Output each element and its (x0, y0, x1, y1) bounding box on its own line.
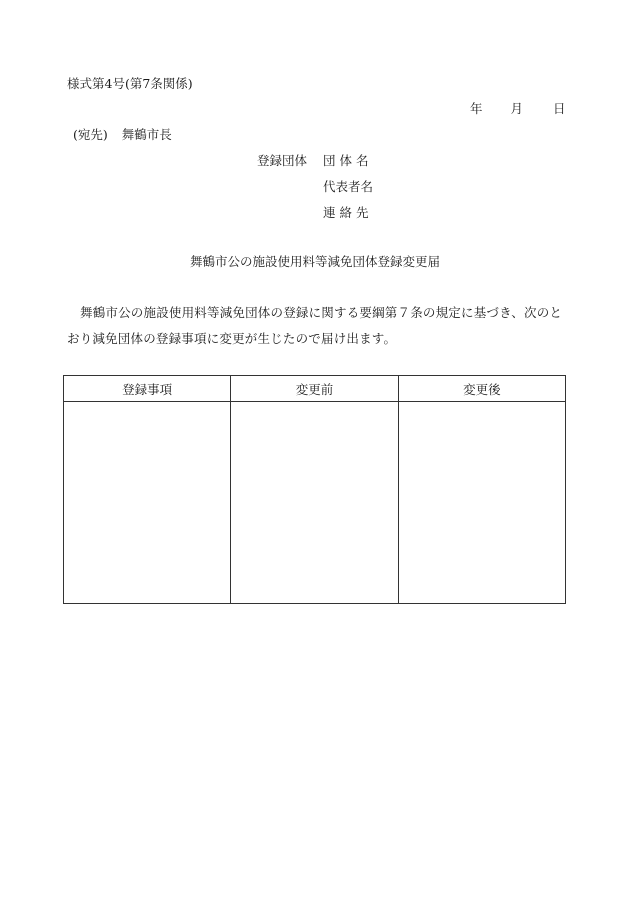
table-row (64, 402, 566, 604)
addressee (73, 125, 172, 143)
registered-org-label: 登録団体 (257, 153, 308, 168)
addressee-label: (宛先) (73, 127, 108, 142)
org-name-field-label: 団 体 名 (323, 153, 369, 168)
change-table (63, 375, 566, 604)
header-registered-item: 登録事項 (64, 376, 231, 402)
cell-after-change[interactable] (398, 402, 565, 604)
date-day-label: 日 (553, 101, 566, 116)
addressee-name: 舞鶴市長 (121, 127, 172, 142)
date-line (470, 99, 565, 117)
table-header-row (64, 376, 566, 402)
header-after-change: 変更後 (398, 376, 565, 402)
date-year-label: 年 (470, 101, 483, 116)
form-number: 様式第4号(第7条関係) (67, 76, 193, 91)
body-paragraph: 舞鶴市公の施設使用料等減免団体の登録に関する要綱第７条の規定に基づき、次のとおり減免団体の登録事項に変更が生じたので届け出ます。 (67, 305, 563, 346)
cell-registered-item[interactable] (64, 402, 231, 604)
representative-field-label: 代表者名 (323, 179, 374, 194)
header-before-change: 変更前 (231, 376, 399, 402)
contact-field-label: 連 絡 先 (323, 205, 369, 220)
date-month-label: 月 (510, 101, 524, 116)
document-title: 舞鶴市公の施設使用料等減免団体登録変更届 (189, 254, 440, 269)
cell-before-change[interactable] (231, 402, 399, 604)
